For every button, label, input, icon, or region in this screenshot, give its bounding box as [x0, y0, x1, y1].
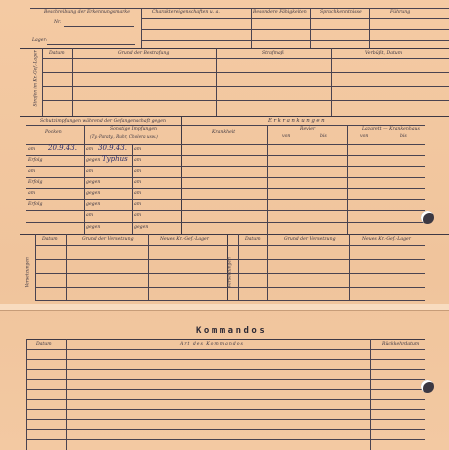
- lager-label: Lager:: [32, 38, 48, 43]
- vers-grund-r: Grund der Versetzung: [284, 237, 336, 242]
- impf-gegen-3: gegen: [86, 191, 101, 196]
- vers-neues-l: Neues Kr.-Gef.-Lager: [160, 237, 209, 242]
- strafen-side-label: Strafen im Kr.-Gef.-Lager: [33, 50, 39, 107]
- impf-erfolg-1: Erfolg: [28, 158, 43, 163]
- char-label: Charaktereigenschaften u. a.: [152, 10, 220, 15]
- impf-gegen-2: gegen: [86, 180, 101, 185]
- impf-gegen-1: gegen: [86, 158, 101, 163]
- vers-side-label-left: Versetzungen: [25, 257, 31, 288]
- kom-art: Art des Kommandos: [180, 342, 244, 347]
- erk-revier: Revier: [300, 127, 316, 132]
- impf-sonstige-sub: (Ty.-Paraty., Ruhr, Cholera usw.): [90, 134, 158, 139]
- impf-title: Schutzimpfungen während der Gefangenschaft gegen: [40, 119, 166, 124]
- nr-label: Nr.: [54, 20, 62, 25]
- impf-am-t3: am: [134, 169, 142, 174]
- vers-side-label-right: Versetzungen: [227, 257, 233, 288]
- impf-gegen-6: gegen: [134, 225, 149, 230]
- sprach-label: Sprachkenntnisse: [320, 10, 362, 15]
- kom-rueck: Rückkehrdatum: [382, 342, 420, 347]
- impf-am-t5: am: [134, 191, 142, 196]
- impf-am-t6: am: [134, 202, 142, 207]
- punch-hole-top: [421, 211, 434, 224]
- impf-am-t1: am: [134, 147, 142, 152]
- strafen-strafmass: Strafmaß: [262, 51, 284, 56]
- kom-datum: Datum: [36, 342, 52, 347]
- impf-am-t4: am: [134, 180, 142, 185]
- impf-erfolg-2: Erfolg: [28, 180, 43, 185]
- top-border: [30, 8, 449, 9]
- impf-am-s3: am: [86, 213, 94, 218]
- impf-am-3: am: [28, 191, 36, 196]
- impf-am-1: am: [28, 147, 36, 152]
- vers-grund-l: Grund der Versetzung: [82, 237, 134, 242]
- impf-pocken: Pocken: [45, 130, 62, 135]
- kommandos-title: Kommandos: [196, 326, 268, 336]
- impf-sonstige: Sonstige Impfungen: [110, 127, 158, 132]
- impf-am-s2: am: [86, 169, 94, 174]
- nr-line: [64, 26, 134, 27]
- lager-line: [47, 44, 135, 45]
- strafen-datum: Datum: [49, 51, 65, 56]
- impf-am-s1: am: [86, 147, 94, 152]
- marke-label: Beschreibung der Erkennungsmarke: [44, 10, 130, 15]
- handwritten-typhus: Typhus: [102, 155, 128, 163]
- impf-gegen-4: gegen: [86, 202, 101, 207]
- erk-krankheit: Krankheit: [212, 130, 236, 135]
- erkrankungen-title: Erkrankungen: [268, 118, 327, 124]
- punch-hole-bottom: [421, 380, 434, 393]
- faehig-label: Besondere Fähigkeiten: [253, 10, 307, 15]
- erk-revier-von: von: [282, 134, 291, 139]
- strafen-verbuesst: Verbüßt, Datum: [365, 51, 403, 56]
- erk-lazarett-von: von: [360, 134, 369, 139]
- erk-lazarett-bis: bis: [400, 134, 407, 139]
- impf-am-t2: am: [134, 158, 142, 163]
- strafen-grund: Grund der Bestrafung: [118, 51, 170, 56]
- impf-gegen-5: gegen: [86, 225, 101, 230]
- vers-neues-r: Neues Kr.-Gef.-Lager: [362, 237, 411, 242]
- impf-am-2: am: [28, 169, 36, 174]
- handwritten-sonstige-date: 30.9.43.: [98, 144, 127, 152]
- handwritten-pocken-date: 20.9.43.: [48, 144, 77, 152]
- erk-lazarett: Lazarett — Krankenhaus: [362, 127, 420, 132]
- impf-am-t7: am: [134, 213, 142, 218]
- vers-datum-l: Datum: [42, 237, 58, 242]
- fuehrung-label: Führung: [390, 10, 411, 15]
- erk-revier-bis: bis: [320, 134, 327, 139]
- vers-datum-r: Datum: [245, 237, 261, 242]
- impf-erfolg-3: Erfolg: [28, 202, 43, 207]
